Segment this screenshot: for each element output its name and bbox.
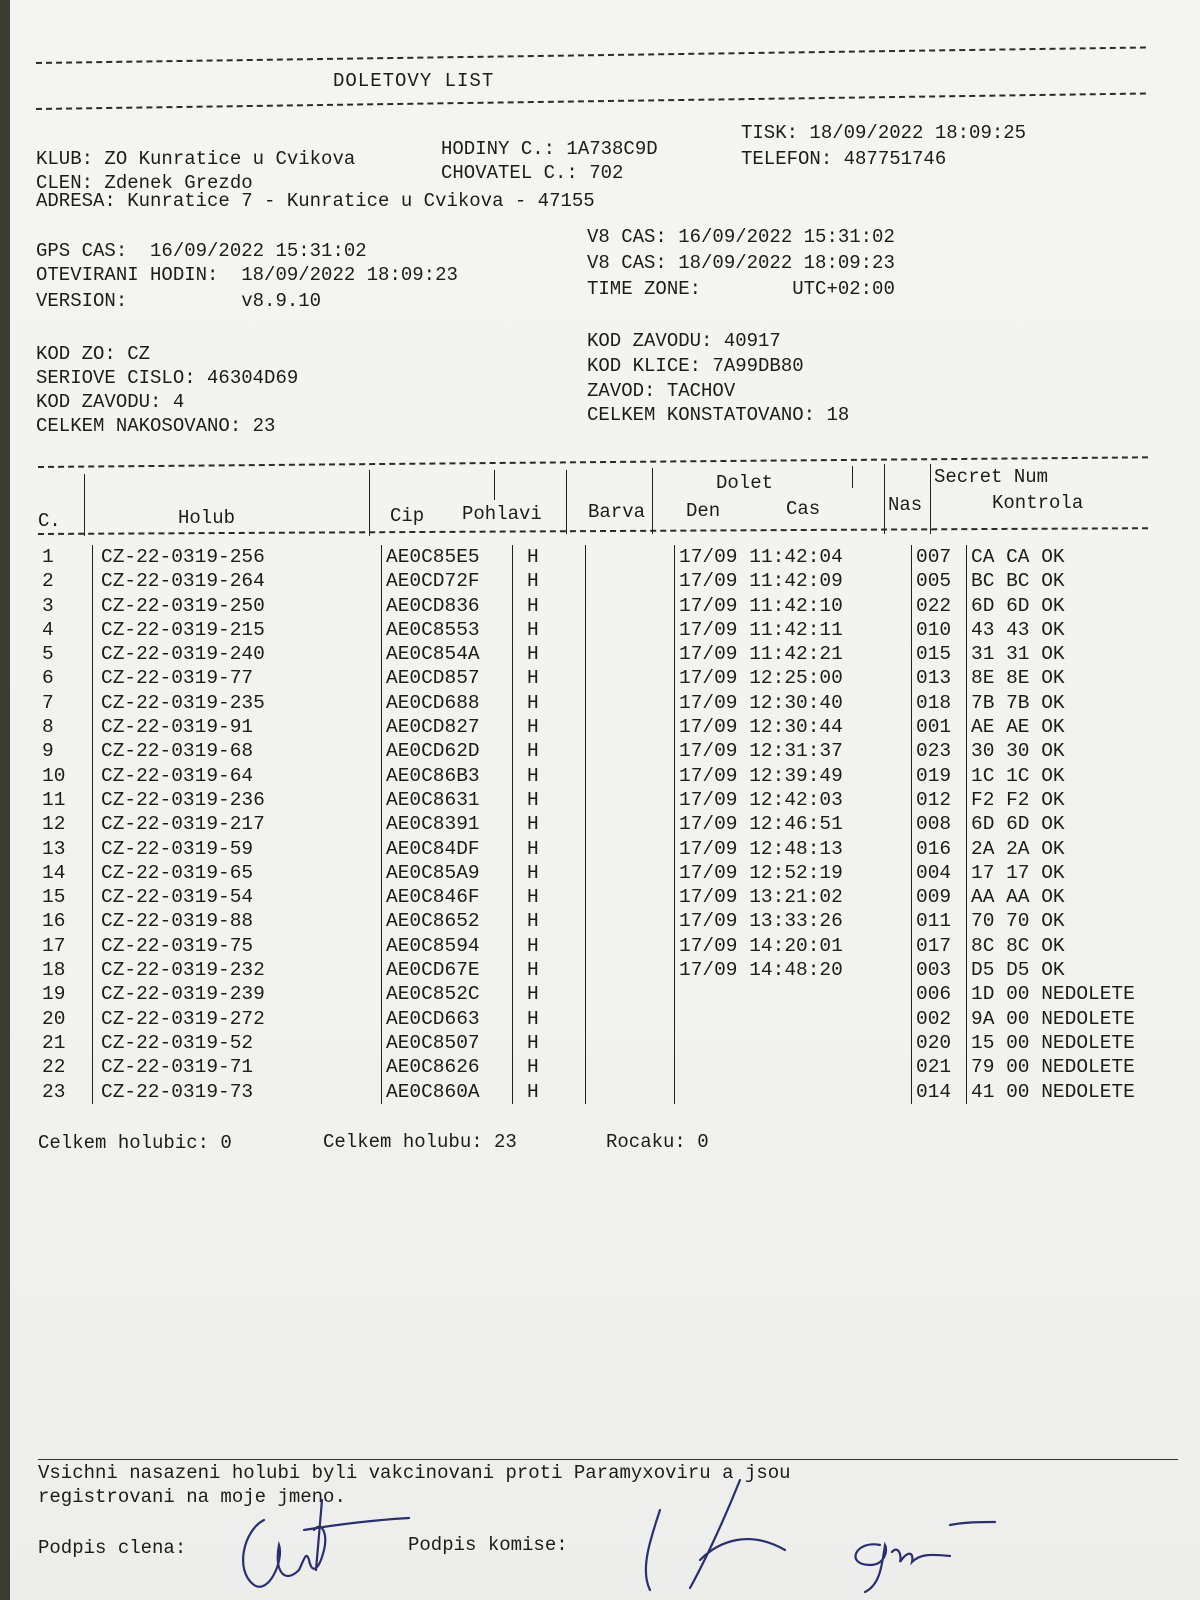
color-cell bbox=[586, 618, 675, 642]
title-box-bottom-border bbox=[36, 93, 1146, 110]
row-number-cell: 18 bbox=[42, 959, 66, 982]
color-cell bbox=[586, 861, 675, 885]
arrival-time-cell: 17/09 13:33:26 bbox=[675, 909, 912, 933]
nas-number-cell: 023 bbox=[912, 739, 967, 763]
table-row bbox=[38, 788, 1195, 812]
ring-number-cell: CZ-22-0319-88 bbox=[93, 909, 382, 933]
clen-text: CLEN: Zdenek Grezdo bbox=[36, 172, 253, 194]
secret-check-cell: 30 30 OK bbox=[967, 739, 1196, 763]
color-cell bbox=[586, 788, 675, 812]
arrival-time-cell bbox=[675, 982, 912, 1006]
color-cell bbox=[586, 569, 675, 593]
column-header-nas: Nas bbox=[888, 494, 923, 516]
arrival-time-cell: 17/09 12:30:40 bbox=[675, 691, 912, 715]
row-number-cell: 11 bbox=[42, 788, 66, 811]
chip-id-cell: AE0C8626 bbox=[382, 1055, 513, 1079]
header-divider bbox=[852, 466, 853, 488]
color-cell bbox=[586, 1055, 675, 1079]
arrival-time-cell bbox=[675, 1007, 912, 1031]
color-cell bbox=[586, 666, 675, 690]
nas-number-cell: 019 bbox=[912, 764, 967, 788]
nas-number-cell: 022 bbox=[912, 594, 967, 618]
ring-number-cell: CZ-22-0319-235 bbox=[93, 691, 382, 715]
sex-cell: H bbox=[513, 788, 586, 812]
title-box-top-border bbox=[36, 47, 1146, 64]
color-cell bbox=[586, 594, 675, 618]
table-row bbox=[38, 569, 1195, 593]
podpis-komise-label: Podpis komise: bbox=[408, 1534, 568, 1556]
nas-number-cell: 015 bbox=[912, 642, 967, 666]
arrival-time-cell: 17/09 11:42:09 bbox=[675, 569, 912, 593]
ring-number-cell: CZ-22-0319-73 bbox=[93, 1080, 382, 1104]
sex-cell: H bbox=[513, 982, 586, 1006]
secret-check-cell: 1C 1C OK bbox=[967, 764, 1196, 788]
rocaku-text: Rocaku: 0 bbox=[606, 1131, 709, 1153]
hodiny-text: HODINY C.: 1A738C9D bbox=[441, 138, 658, 160]
arrival-time-cell: 17/09 11:42:21 bbox=[675, 642, 912, 666]
nas-number-cell: 021 bbox=[912, 1055, 967, 1079]
ring-number-cell: CZ-22-0319-272 bbox=[93, 1007, 382, 1031]
table-row bbox=[38, 666, 1195, 690]
sex-cell: H bbox=[513, 594, 586, 618]
ring-number-cell: CZ-22-0319-240 bbox=[93, 642, 382, 666]
table-row bbox=[38, 1055, 1195, 1079]
ring-number-cell: CZ-22-0319-68 bbox=[93, 739, 382, 763]
chovatel-text: CHOVATEL C.: 702 bbox=[441, 162, 624, 184]
time-zone-text: TIME ZONE: UTC+02:00 bbox=[587, 278, 895, 300]
secret-check-cell: 70 70 OK bbox=[967, 909, 1196, 933]
nas-number-cell: 008 bbox=[912, 812, 967, 836]
chip-id-cell: AE0CD827 bbox=[382, 715, 513, 739]
chip-id-cell: AE0C8652 bbox=[382, 909, 513, 933]
secret-check-cell: CA CA OK bbox=[967, 545, 1196, 569]
arrival-time-cell bbox=[675, 1080, 912, 1104]
secret-check-cell: 15 00 NEDOLETE bbox=[967, 1031, 1196, 1055]
row-number-cell: 8 bbox=[42, 716, 54, 739]
nas-number-cell: 011 bbox=[912, 909, 967, 933]
nas-number-cell: 005 bbox=[912, 569, 967, 593]
header-divider bbox=[884, 464, 885, 534]
podpis-clena-label: Podpis clena: bbox=[38, 1537, 187, 1559]
footer-divider bbox=[38, 1459, 1178, 1460]
row-number-cell: 13 bbox=[42, 837, 66, 860]
ring-number-cell: CZ-22-0319-217 bbox=[93, 812, 382, 836]
sex-cell: H bbox=[513, 691, 586, 715]
secret-check-cell: BC BC OK bbox=[967, 569, 1196, 593]
chip-id-cell: AE0CD688 bbox=[382, 691, 513, 715]
ring-number-cell: CZ-22-0319-256 bbox=[93, 545, 382, 569]
table-row bbox=[38, 691, 1195, 715]
ring-number-cell: CZ-22-0319-71 bbox=[93, 1055, 382, 1079]
chip-id-cell: AE0CD72F bbox=[382, 569, 513, 593]
secret-check-cell: 6D 6D OK bbox=[967, 812, 1196, 836]
row-number-cell: 21 bbox=[42, 1031, 66, 1054]
chip-id-cell: AE0C846F bbox=[382, 885, 513, 909]
chip-id-cell: AE0C85A9 bbox=[382, 861, 513, 885]
kod-klice-text: KOD KLICE: 7A99DB80 bbox=[587, 355, 804, 377]
color-cell bbox=[586, 909, 675, 933]
arrival-time-cell: 17/09 13:21:02 bbox=[675, 885, 912, 909]
commission-signature bbox=[630, 1470, 1050, 1600]
table-row bbox=[38, 739, 1195, 763]
row-number-cell: 7 bbox=[42, 691, 54, 714]
secret-check-cell: 17 17 OK bbox=[967, 861, 1196, 885]
chip-id-cell: AE0CD663 bbox=[382, 1007, 513, 1031]
arrival-time-cell bbox=[675, 1031, 912, 1055]
arrival-time-cell: 17/09 12:46:51 bbox=[675, 812, 912, 836]
v8-cas-2-text: V8 CAS: 18/09/2022 18:09:23 bbox=[587, 252, 895, 274]
ring-number-cell: CZ-22-0319-59 bbox=[93, 837, 382, 861]
table-row bbox=[38, 958, 1195, 982]
secret-check-cell: F2 F2 OK bbox=[967, 788, 1196, 812]
color-cell bbox=[586, 1031, 675, 1055]
row-number-cell: 6 bbox=[42, 667, 54, 690]
color-cell bbox=[586, 715, 675, 739]
chip-id-cell: AE0C8507 bbox=[382, 1031, 513, 1055]
chip-id-cell: AE0C8631 bbox=[382, 788, 513, 812]
vaccination-statement-line-2: registrovani na moje jmeno. bbox=[38, 1486, 346, 1508]
header-divider bbox=[84, 474, 85, 536]
ring-number-cell: CZ-22-0319-65 bbox=[93, 861, 382, 885]
sex-cell: H bbox=[513, 1080, 586, 1104]
secret-check-cell: D5 D5 OK bbox=[967, 958, 1196, 982]
arrival-time-cell: 17/09 14:48:20 bbox=[675, 958, 912, 982]
ring-number-cell: CZ-22-0319-64 bbox=[93, 764, 382, 788]
ring-number-cell: CZ-22-0319-239 bbox=[93, 982, 382, 1006]
color-cell bbox=[586, 982, 675, 1006]
header-divider bbox=[494, 470, 495, 500]
table-row bbox=[38, 1080, 1195, 1104]
nas-number-cell: 007 bbox=[912, 545, 967, 569]
sex-cell: H bbox=[513, 569, 586, 593]
arrival-time-cell: 17/09 11:42:04 bbox=[675, 545, 912, 569]
row-number-cell: 17 bbox=[42, 934, 66, 957]
table-row bbox=[38, 642, 1195, 666]
celkem-konstatovano-text: CELKEM KONSTATOVANO: 18 bbox=[587, 404, 850, 426]
column-header-holub: Holub bbox=[178, 507, 236, 529]
column-header-secret: Secret Num bbox=[934, 466, 1049, 488]
sex-cell: H bbox=[513, 812, 586, 836]
nas-number-cell: 009 bbox=[912, 885, 967, 909]
secret-check-cell: 7B 7B OK bbox=[967, 691, 1196, 715]
nas-number-cell: 006 bbox=[912, 982, 967, 1006]
chip-id-cell: AE0C8391 bbox=[382, 812, 513, 836]
table-row bbox=[38, 934, 1195, 958]
nas-number-cell: 020 bbox=[912, 1031, 967, 1055]
secret-check-cell: 8C 8C OK bbox=[967, 934, 1196, 958]
row-number-cell: 10 bbox=[42, 764, 66, 787]
header-divider bbox=[369, 470, 370, 536]
chip-id-cell: AE0C8553 bbox=[382, 618, 513, 642]
secret-check-cell: 8E 8E OK bbox=[967, 666, 1196, 690]
v8-cas-1-text: V8 CAS: 16/09/2022 15:31:02 bbox=[587, 226, 895, 248]
chip-id-cell: AE0C85E5 bbox=[382, 545, 513, 569]
color-cell bbox=[586, 934, 675, 958]
ring-number-cell: CZ-22-0319-75 bbox=[93, 934, 382, 958]
sex-cell: H bbox=[513, 958, 586, 982]
nas-number-cell: 016 bbox=[912, 837, 967, 861]
ring-number-cell: CZ-22-0319-91 bbox=[93, 715, 382, 739]
secret-check-cell: 1D 00 NEDOLETE bbox=[967, 982, 1196, 1006]
arrival-time-cell: 17/09 12:48:13 bbox=[675, 837, 912, 861]
chip-id-cell: AE0C854A bbox=[382, 642, 513, 666]
kod-zavodu-right-text: KOD ZAVODU: 40917 bbox=[587, 330, 781, 352]
sex-cell: H bbox=[513, 739, 586, 763]
column-header-barva: Barva bbox=[588, 501, 646, 523]
tisk-text: TISK: 18/09/2022 18:09:25 bbox=[741, 122, 1027, 144]
table-row bbox=[38, 545, 1195, 569]
nas-number-cell: 012 bbox=[912, 788, 967, 812]
table-row bbox=[38, 909, 1195, 933]
arrival-time-cell bbox=[675, 1055, 912, 1079]
color-cell bbox=[586, 812, 675, 836]
table-row bbox=[38, 982, 1195, 1006]
sex-cell: H bbox=[513, 545, 586, 569]
celkem-nakosovano-text: CELKEM NAKOSOVANO: 23 bbox=[36, 415, 276, 437]
secret-check-cell: AA AA OK bbox=[967, 885, 1196, 909]
celkem-holubu-text: Celkem holubu: 23 bbox=[323, 1131, 517, 1153]
nas-number-cell: 014 bbox=[912, 1080, 967, 1104]
sex-cell: H bbox=[513, 837, 586, 861]
column-header-c: C. bbox=[38, 510, 61, 532]
table-row bbox=[38, 594, 1195, 618]
chip-id-cell: AE0C84DF bbox=[382, 837, 513, 861]
ring-number-cell: CZ-22-0319-264 bbox=[93, 569, 382, 593]
kod-zo-text: KOD ZO: CZ bbox=[36, 343, 151, 365]
table-row bbox=[38, 1031, 1195, 1055]
table-row bbox=[38, 837, 1195, 861]
arrival-time-cell: 17/09 11:42:11 bbox=[675, 618, 912, 642]
ring-number-cell: CZ-22-0319-77 bbox=[93, 666, 382, 690]
nas-number-cell: 001 bbox=[912, 715, 967, 739]
row-number-cell: 3 bbox=[42, 594, 54, 617]
sex-cell: H bbox=[513, 909, 586, 933]
arrival-time-cell: 17/09 12:39:49 bbox=[675, 764, 912, 788]
table-row bbox=[38, 861, 1195, 885]
chip-id-cell: AE0CD67E bbox=[382, 958, 513, 982]
secret-check-cell: 6D 6D OK bbox=[967, 594, 1196, 618]
ring-number-cell: CZ-22-0319-54 bbox=[93, 885, 382, 909]
arrival-time-cell: 17/09 11:42:10 bbox=[675, 594, 912, 618]
arrival-time-cell: 17/09 12:42:03 bbox=[675, 788, 912, 812]
oteviran-text: OTEVIRANI HODIN: 18/09/2022 18:09:23 bbox=[36, 264, 458, 286]
gps-cas-text: GPS CAS: 16/09/2022 15:31:02 bbox=[36, 240, 367, 262]
ring-number-cell: CZ-22-0319-232 bbox=[93, 958, 382, 982]
chip-id-cell: AE0C8594 bbox=[382, 934, 513, 958]
chip-id-cell: AE0CD62D bbox=[382, 739, 513, 763]
chip-id-cell: AE0C860A bbox=[382, 1080, 513, 1104]
row-number-cell: 23 bbox=[42, 1080, 66, 1103]
sex-cell: H bbox=[513, 618, 586, 642]
table-row bbox=[38, 618, 1195, 642]
row-number-cell: 19 bbox=[42, 983, 66, 1006]
secret-check-cell: 41 00 NEDOLETE bbox=[967, 1080, 1196, 1104]
adresa-text: ADRESA: Kunratice 7 - Kunratice u Cvikova - 47155 bbox=[36, 190, 595, 212]
sex-cell: H bbox=[513, 764, 586, 788]
header-divider bbox=[652, 468, 653, 534]
secret-check-cell: 31 31 OK bbox=[967, 642, 1196, 666]
celkem-holubic-text: Celkem holubic: 0 bbox=[38, 1132, 232, 1154]
nas-number-cell: 002 bbox=[912, 1007, 967, 1031]
color-cell bbox=[586, 885, 675, 909]
zavod-text: ZAVOD: TACHOV bbox=[587, 380, 736, 402]
row-number-cell: 12 bbox=[42, 813, 66, 836]
column-header-cas: Cas bbox=[786, 498, 821, 520]
chip-id-cell: AE0CD857 bbox=[382, 666, 513, 690]
secret-check-cell: 43 43 OK bbox=[967, 618, 1196, 642]
vaccination-statement-line-1: Vsichni nasazeni holubi byli vakcinovani proti Paramyxoviru a jsou bbox=[38, 1462, 791, 1484]
sex-cell: H bbox=[513, 934, 586, 958]
telefon-text: TELEFON: 487751746 bbox=[741, 148, 947, 170]
table-row bbox=[38, 885, 1195, 909]
column-header-dolet: Dolet bbox=[716, 472, 774, 494]
color-cell bbox=[586, 958, 675, 982]
table-row bbox=[38, 764, 1195, 788]
sex-cell: H bbox=[513, 1031, 586, 1055]
nas-number-cell: 010 bbox=[912, 618, 967, 642]
kod-zavodu-left-text: KOD ZAVODU: 4 bbox=[36, 391, 185, 413]
column-header-cip: Cip bbox=[390, 505, 425, 527]
chip-id-cell: AE0CD836 bbox=[382, 594, 513, 618]
color-cell bbox=[586, 764, 675, 788]
seriove-cislo-text: SERIOVE CISLO: 46304D69 bbox=[36, 367, 299, 389]
member-signature bbox=[224, 1490, 424, 1600]
sex-cell: H bbox=[513, 715, 586, 739]
ring-number-cell: CZ-22-0319-215 bbox=[93, 618, 382, 642]
color-cell bbox=[586, 739, 675, 763]
document-page bbox=[10, 0, 1200, 1600]
nas-number-cell: 013 bbox=[912, 666, 967, 690]
sex-cell: H bbox=[513, 666, 586, 690]
version-text: VERSION: v8.9.10 bbox=[36, 290, 322, 312]
row-number-cell: 14 bbox=[42, 861, 66, 884]
table-row bbox=[38, 1007, 1195, 1031]
row-number-cell: 16 bbox=[42, 910, 66, 933]
sex-cell: H bbox=[513, 1055, 586, 1079]
nas-number-cell: 004 bbox=[912, 861, 967, 885]
arrival-time-cell: 17/09 12:31:37 bbox=[675, 739, 912, 763]
row-number-cell: 9 bbox=[42, 740, 54, 763]
column-header-pohlavi: Pohlavi bbox=[462, 503, 542, 525]
arrival-time-cell: 17/09 12:25:00 bbox=[675, 666, 912, 690]
sex-cell: H bbox=[513, 885, 586, 909]
color-cell bbox=[586, 1080, 675, 1104]
color-cell bbox=[586, 1007, 675, 1031]
nas-number-cell: 003 bbox=[912, 958, 967, 982]
nas-number-cell: 017 bbox=[912, 934, 967, 958]
arrival-time-cell: 17/09 12:52:19 bbox=[675, 861, 912, 885]
table-row bbox=[38, 812, 1195, 836]
ring-number-cell: CZ-22-0319-250 bbox=[93, 594, 382, 618]
sex-cell: H bbox=[513, 1007, 586, 1031]
row-number-cell: 20 bbox=[42, 1007, 66, 1030]
results-table bbox=[38, 545, 1195, 1104]
column-header-kontrola: Kontrola bbox=[992, 492, 1084, 514]
ring-number-cell: CZ-22-0319-52 bbox=[93, 1031, 382, 1055]
ring-number-cell: CZ-22-0319-236 bbox=[93, 788, 382, 812]
row-number-cell: 4 bbox=[42, 618, 54, 641]
header-divider bbox=[566, 470, 567, 534]
row-number-cell: 5 bbox=[42, 643, 54, 666]
column-header-den: Den bbox=[686, 500, 721, 522]
nas-number-cell: 018 bbox=[912, 691, 967, 715]
chip-id-cell: AE0C852C bbox=[382, 982, 513, 1006]
row-number-cell: 1 bbox=[42, 546, 54, 568]
color-cell bbox=[586, 837, 675, 861]
secret-check-cell: AE AE OK bbox=[967, 715, 1196, 739]
chip-id-cell: AE0C86B3 bbox=[382, 764, 513, 788]
secret-check-cell: 2A 2A OK bbox=[967, 837, 1196, 861]
secret-check-cell: 79 00 NEDOLETE bbox=[967, 1055, 1196, 1079]
arrival-time-cell: 17/09 12:30:44 bbox=[675, 715, 912, 739]
document-title: DOLETOVY LIST bbox=[333, 70, 495, 92]
row-number-cell: 15 bbox=[42, 886, 66, 909]
color-cell bbox=[586, 545, 675, 569]
secret-check-cell: 9A 00 NEDOLETE bbox=[967, 1007, 1196, 1031]
header-divider bbox=[930, 464, 931, 534]
klub-text: KLUB: ZO Kunratice u Cvikova bbox=[36, 148, 356, 170]
arrival-time-cell: 17/09 14:20:01 bbox=[675, 934, 912, 958]
row-number-cell: 22 bbox=[42, 1056, 66, 1079]
color-cell bbox=[586, 691, 675, 715]
row-number-cell: 2 bbox=[42, 570, 54, 593]
table-row bbox=[38, 715, 1195, 739]
sex-cell: H bbox=[513, 642, 586, 666]
color-cell bbox=[586, 642, 675, 666]
sex-cell: H bbox=[513, 861, 586, 885]
